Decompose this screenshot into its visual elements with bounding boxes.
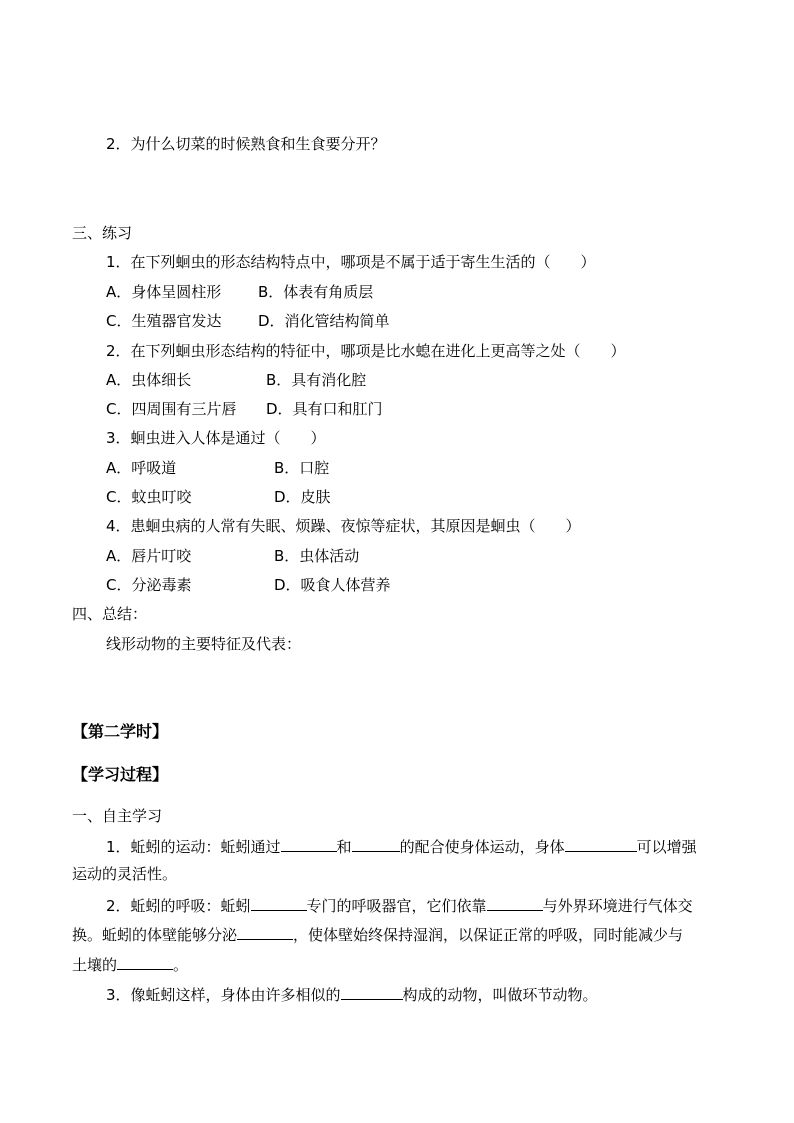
blank-field[interactable] <box>352 835 400 852</box>
exercise-3-stem: 3．蛔虫进入人体是通过（ ） <box>106 429 326 447</box>
item1-text-b: 和 <box>336 838 352 856</box>
lesson-2-title: 【第二学时】 <box>72 722 169 741</box>
blank-field[interactable] <box>565 835 637 852</box>
exercise-2-option-c: C．四周围有三片唇 <box>106 400 237 418</box>
exercise-2-option-a: A．虫体细长 <box>106 371 192 389</box>
self-study-item-2 <box>106 894 693 916</box>
summary-line: 线形动物的主要特征及代表： <box>106 635 302 653</box>
item2-text-g: 。 <box>173 956 189 974</box>
exercise-1-option-d: D．消化管结构简单 <box>258 312 390 330</box>
blank-field[interactable] <box>251 894 307 911</box>
question-2-why-separate: 2．为什么切菜的时候熟食和生食要分开？ <box>106 135 386 153</box>
blank-field[interactable] <box>281 835 337 852</box>
exercise-3-option-c: C．蚊虫叮咬 <box>106 488 192 506</box>
item2-text-c: 与外界环境进行气体交 <box>542 897 693 915</box>
item1-text-d: 可以增强 <box>636 838 697 856</box>
blank-field[interactable] <box>237 923 293 940</box>
exercise-4-stem: 4．患蛔虫病的人常有失眠、烦躁、夜惊等症状，其原因是蛔虫（ ） <box>106 517 581 535</box>
exercise-1-stem: 1．在下列蛔虫的形态结构特点中，哪项是不属于适于寄生生活的（ ） <box>106 253 596 271</box>
exercise-2-stem: 2．在下列蛔虫形态结构的特征中，哪项是比水螅在进化上更高等之处（ ） <box>106 342 626 360</box>
exercise-4-option-d: D．吸食人体营养 <box>274 576 391 594</box>
blank-field[interactable] <box>487 894 543 911</box>
section-4-heading: 四、总结： <box>72 605 148 623</box>
item1-text-a: 1．蚯蚓的运动：蚯蚓通过 <box>106 838 281 856</box>
exercise-3-option-a: A．呼吸道 <box>106 459 177 477</box>
exercise-1-option-a: A．身体呈圆柱形 <box>106 283 222 301</box>
item2-text-e: ，使体壁始终保持湿润，以保证正常的呼吸，同时能减少与 <box>293 926 684 944</box>
item2-text-d: 换。蚯蚓的体壁能够分泌 <box>72 926 238 944</box>
item2-text-f: 土壤的 <box>72 956 118 974</box>
exercise-3-option-d: D．皮肤 <box>274 488 331 506</box>
self-study-item-1 <box>106 835 697 857</box>
exercise-4-option-b: B．虫体活动 <box>274 547 360 565</box>
exercise-2-option-b: B．具有消化腔 <box>266 371 367 389</box>
self-study-item-2-line3 <box>72 953 188 975</box>
item1-text-c: 的配合使身体运动，身体 <box>399 838 565 856</box>
exercise-4-option-a: A．唇片叮咬 <box>106 547 192 565</box>
item3-text-b: 构成的动物，叫做环节动物。 <box>402 986 598 1004</box>
item2-text-a: 2．蚯蚓的呼吸：蚯蚓 <box>106 897 251 915</box>
exercise-3-option-b: B．口腔 <box>274 459 330 477</box>
blank-field[interactable] <box>341 983 403 1000</box>
self-study-item-3 <box>106 983 598 1005</box>
self-study-heading: 一、自主学习 <box>72 807 163 825</box>
exercise-2-option-d: D．具有口和肛门 <box>266 400 383 418</box>
self-study-item-2-line2 <box>72 923 683 945</box>
exercise-1-option-c: C．生殖器官发达 <box>106 312 222 330</box>
section-3-heading: 三、练习 <box>72 224 133 242</box>
learning-process-title: 【学习过程】 <box>72 765 169 784</box>
exercise-4-option-c: C．分泌毒素 <box>106 576 192 594</box>
item2-text-b: 专门的呼吸器官，它们依靠 <box>306 897 487 915</box>
blank-field[interactable] <box>117 953 173 970</box>
exercise-1-option-b: B．体表有角质层 <box>258 283 374 301</box>
item3-text-a: 3．像蚯蚓这样，身体由许多相似的 <box>106 986 341 1004</box>
self-study-item-1-cont: 运动的灵活性。 <box>72 865 178 883</box>
